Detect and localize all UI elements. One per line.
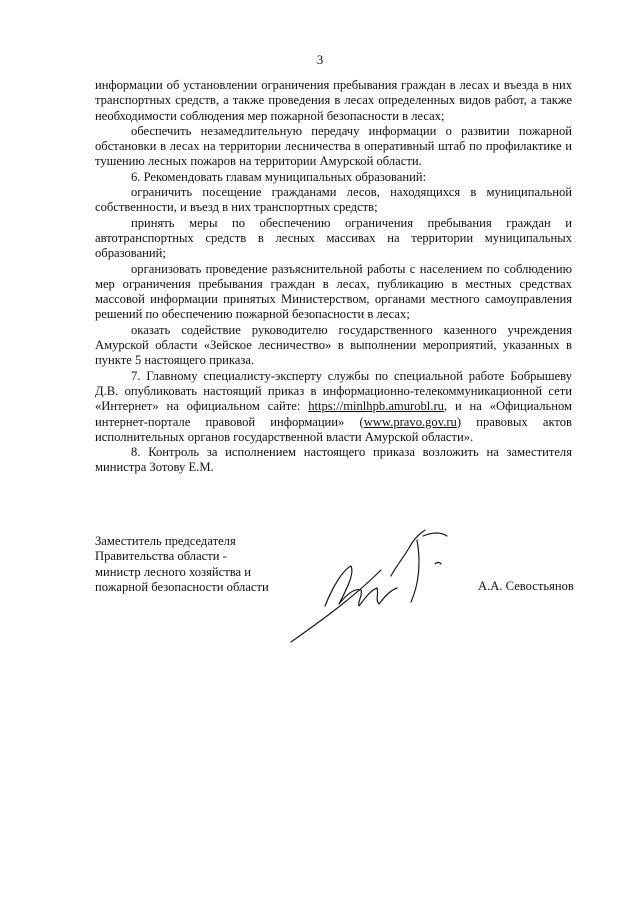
paragraph-limit-visits: ограничить посещение гражданами лесов, находящихся в муниципальной собственности, и въезд в них транспортных средств;: [95, 185, 572, 215]
document-body: [95, 78, 572, 476]
page-number: 3: [316, 52, 324, 67]
signatory-title-line: Правительства области -: [95, 549, 227, 564]
item-7-text-b: , и на «Официальном интернет-портале правовой информации» (: [95, 399, 572, 429]
paragraph-fire-info-transfer: обеспечить незамедлительную передачу информации о развитии пожарной обстановки в лесах на территории лесничества в оперативный штаб по профилактике и тушению лесных пожаров на территории Амурской области.: [95, 123, 572, 169]
paragraph-explanatory-work: организовать проведение разъяснительной работы с населением по соблюдению мер ограничения пребывания граждан в лесах, публикацию в местных средствах массовой информации принятых Министерством, органами местного самоуправления решений по обеспечению пожарной безопасности в лесах;: [95, 261, 572, 322]
paragraph-take-measures: принять меры по обеспечению ограничения пребывания граждан и автотранспортных средств в лесных массивах на территории муниципальных образований;: [95, 215, 572, 261]
item-7-text-c: ) правовых актов исполнительных органов государственной власти Амурской области».: [95, 414, 572, 444]
paragraph-item-7: [95, 369, 572, 445]
item-7-text-a: 7. Главному специалисту-эксперту службы по специальной работе Бобрышеву Д.В. опубликовать настоящий приказ в информационно-телекоммуникационной сети «Интернет» на официальном сайте:: [95, 368, 572, 414]
website-link[interactable]: https://minlhpb.amurobl.ru: [308, 399, 444, 414]
paragraph-item-8: 8. Контроль за исполнением настоящего приказа возложить на заместителя министра Зотову Е.М.: [95, 445, 572, 475]
paragraph-assist-forestry: оказать содействие руководителю государственного казенного учреждения Амурской области «Зейское лесничество» в выполнении мероприятий, указанных в пункте 5 настоящего приказа.: [95, 322, 572, 368]
signatory-name: А.А. Севостьянов: [478, 579, 574, 593]
pravo-link[interactable]: www.pravo.gov.ru: [363, 414, 457, 429]
paragraph-continuation: информации об установлении ограничения пребывания граждан в лесах и въезда в них транспортных средств, а также проведения в лесах определенных видов работ, а также необходимости соблюдения мер пожарной безопасности в лесах;: [95, 78, 572, 123]
signatory-title-line: пожарной безопасности области: [95, 580, 269, 595]
signatory-title-line: министр лесного хозяйства и: [95, 564, 251, 579]
handwritten-signature: [285, 518, 465, 648]
paragraph-item-6: 6. Рекомендовать главам муниципальных образований:: [131, 169, 427, 184]
signatory-title: [95, 534, 315, 596]
signatory-title-line: Заместитель председателя: [95, 534, 236, 548]
